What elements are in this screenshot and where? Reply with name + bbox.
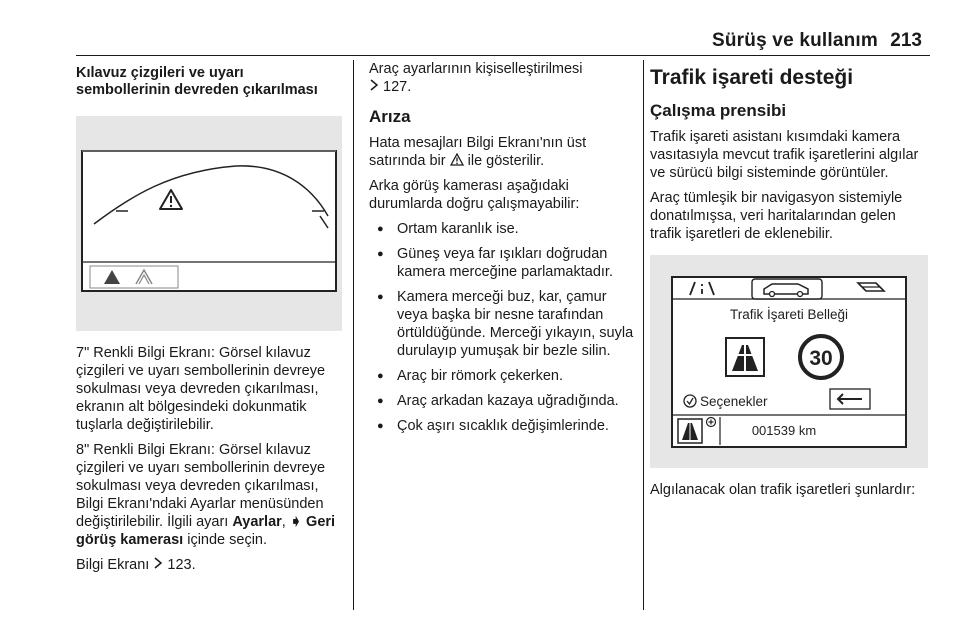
driver-info-display-illustration xyxy=(650,255,928,468)
list-item: ● Araç bir römork çekerken. xyxy=(369,367,635,385)
menu-arrow-icon: ➧ xyxy=(289,514,303,530)
condition-list xyxy=(369,220,635,435)
plus-icon xyxy=(707,418,716,427)
column-2 xyxy=(369,60,635,442)
page-header xyxy=(0,0,960,56)
reference-arrow-icon xyxy=(369,78,379,96)
paragraph-info-display: Bilgi Ekranı 123. xyxy=(76,557,196,573)
column-divider-1 xyxy=(353,60,354,610)
header-rule xyxy=(76,55,930,56)
speed-limit-value: 30 xyxy=(809,347,833,370)
paragraph-navigation: Araç tümleşik bir navigasyon sistemiyle donatılmışsa, veri haritalarından gelen trafik işaretleri de eklenebilir. xyxy=(650,190,903,242)
motorway-small-icon xyxy=(678,419,702,443)
rear-camera-label: Geri görüş kamerası xyxy=(76,514,336,548)
fault-heading: Arıza xyxy=(369,107,411,126)
settings-label: Ayarlar xyxy=(232,514,282,530)
traffic-sign-heading: Trafik işareti desteği xyxy=(650,66,854,89)
paragraph-detected-signs: Algılanacak olan trafik işaretleri şunlardır: xyxy=(650,482,916,498)
list-item: ● Güneş veya far ışıkları doğrudan kamera merceğine parlamaktadır. xyxy=(369,245,635,281)
paragraph-personalization: Araç ayarlarının kişiselleştirilmesi 127. xyxy=(369,61,583,95)
page-number: 213 xyxy=(890,30,922,51)
guide-lines-heading: Kılavuz çizgileri ve uyarı sembollerinin devreden çıkarılması xyxy=(76,65,318,98)
rear-camera-screen-illustration xyxy=(76,116,342,331)
motorway-sign-icon xyxy=(726,338,764,376)
traffic-sign-display-figure xyxy=(650,255,928,468)
list-item: ● Araç arkadan kazaya uğradığında. xyxy=(369,392,635,410)
reference-arrow-icon xyxy=(153,556,163,574)
list-item: ● Ortam karanlık ise. xyxy=(369,220,635,238)
paragraph-8inch: 8" Renkli Bilgi Ekranı: Görsel kılavuz çizgileri ve uyarı sembollerinin devreye sokulması veya devreden çıkarılması, Bilgi Ekranı'ndaki Ayarlar menüsünden değiştirilebilir. İlgili ayarı Ayarlar, ➧ Geri görüş kamerası içinde seçin. xyxy=(76,442,336,548)
paragraph-7inch: 7" Renkli Bilgi Ekranı: Görsel kılavuz çizgileri ve uyarı sembollerinin devreye sokulması veya devreden çıkarılması, ekranın alt bölgesindeki dokunmatik tuşlarla değiştirilebilir. xyxy=(76,345,326,433)
display-title: Trafik İşareti Belleği xyxy=(729,307,849,322)
column-divider-2 xyxy=(643,60,644,610)
list-item: ● Kamera merceği buz, kar, çamur veya başka bir nesne tarafından örtüldüğünde. Merceği yıkayın, suyla durulayıp yumuşak bir bezle silin. xyxy=(369,288,635,360)
paragraph-error-messages: Hata mesajları Bilgi Ekranı'nın üst satırında bir ile gösterilir. xyxy=(369,135,587,169)
column-1 xyxy=(76,60,342,581)
warning-triangle-icon xyxy=(450,153,464,169)
odometer-value: 001539 km xyxy=(751,423,817,438)
paragraph-camera-conditions: Arka görüş kamerası aşağıdaki durumlarda doğru çalışmayabilir: xyxy=(369,178,580,212)
operating-principle-heading: Çalışma prensibi xyxy=(650,101,787,120)
speed-limit-sign-icon xyxy=(800,336,842,378)
paragraph-principle: Trafik işareti asistanı kısımdaki kamera vasıtasıyla mevcut trafik işaretlerini algılar ve sürücü bilgi sisteminde görüntüler. xyxy=(650,129,919,181)
camera-display-figure xyxy=(76,116,342,331)
options-label[interactable]: Seçenekler xyxy=(700,394,768,409)
column-3 xyxy=(650,60,928,506)
section-title: Sürüş ve kullanım xyxy=(711,30,878,51)
list-item: ● Çok aşırı sıcaklık değişimlerinde. xyxy=(369,417,635,435)
